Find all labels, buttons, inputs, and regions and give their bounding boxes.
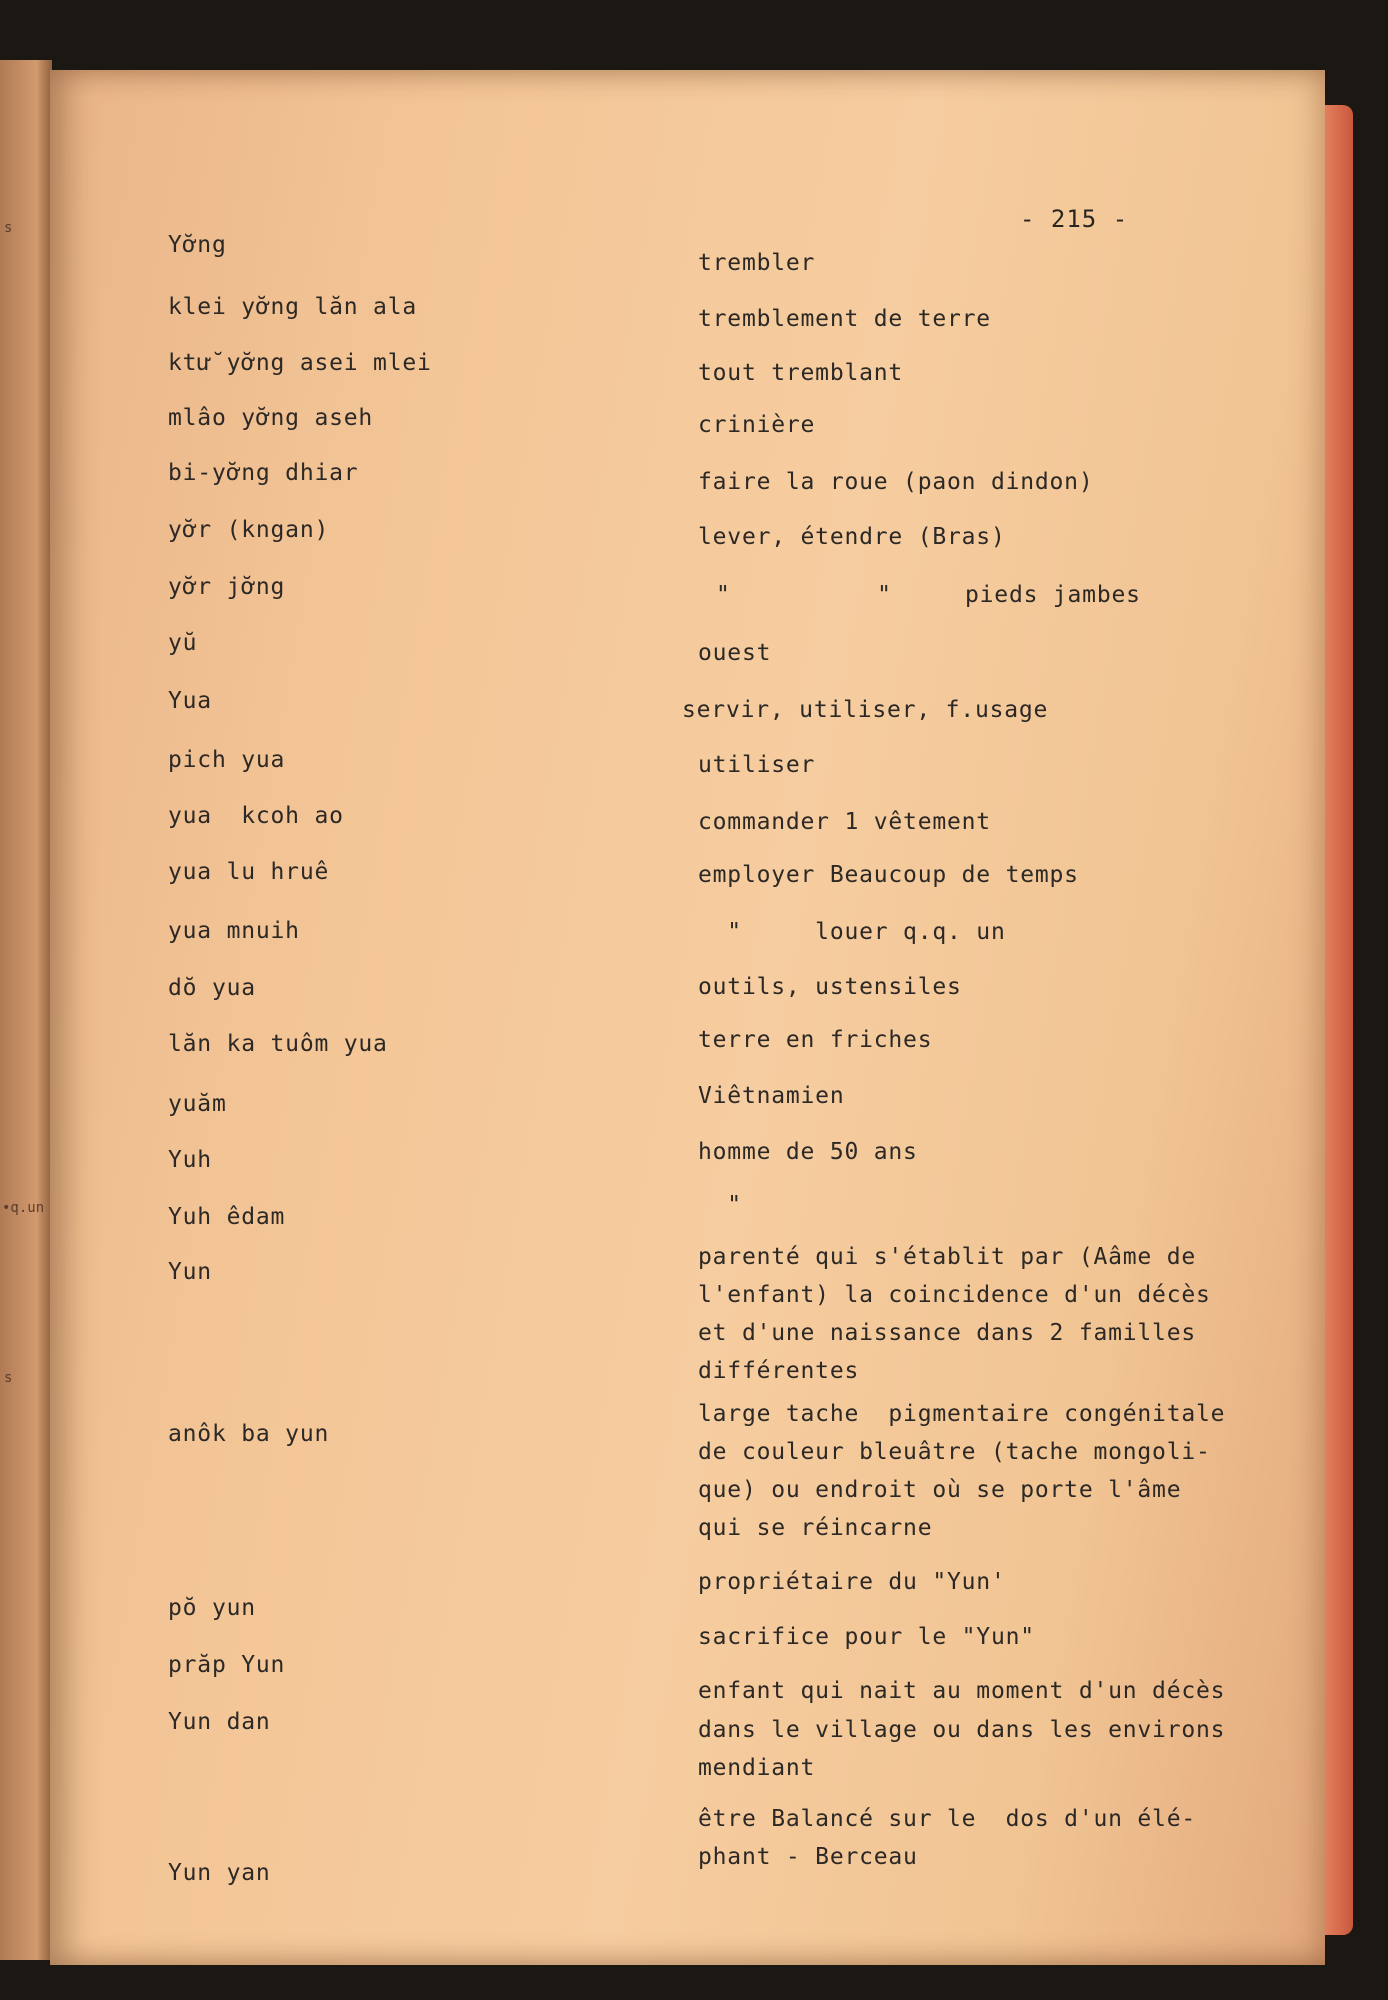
- entry-term: lăn ka tuôm yua: [168, 1031, 388, 1057]
- margin-fragment: s: [4, 220, 13, 236]
- entry-term: Yua: [168, 688, 212, 714]
- entry-gloss: ouest: [698, 640, 772, 666]
- entry-term: Yun dan: [168, 1709, 271, 1735]
- entry-gloss: trembler: [698, 250, 816, 276]
- page-number: - 215 -: [1020, 205, 1129, 233]
- entry-term: mlâo yơ̆ng aseh: [168, 405, 374, 431]
- margin-fragment: s: [4, 1370, 13, 1386]
- entry-term: yua kcoh ao: [168, 803, 344, 829]
- entry-term: Yuh êdam: [168, 1204, 286, 1230]
- entry-gloss: être Balancé sur le dos d'un élé-: [698, 1806, 1197, 1832]
- entry-gloss: large tache pigmentaire congénitale de couleur bleuâtre (tache mongoli- que) ou endroit où se porte l'âme qui se réincarne: [698, 1401, 1226, 1541]
- entry-gloss: propriétaire du "Yun': [698, 1569, 1006, 1595]
- entry-gloss: Viêtnamien: [698, 1083, 845, 1109]
- entry-term: Yơ̆ng: [168, 232, 227, 258]
- entry-term: dŏ yua: [168, 975, 256, 1001]
- entry-term: klei yơ̆ng lăn ala: [168, 294, 418, 320]
- entry-gloss: servir, utiliser, f.usage: [682, 697, 1049, 723]
- entry-term: bi-yơ̆ng dhiar: [168, 460, 359, 486]
- entry-term: ktư̆ yơ̆ng asei mlei: [168, 350, 432, 376]
- entry-gloss: tremblement de terre: [698, 306, 991, 332]
- entry-gloss: tout tremblant: [698, 360, 904, 386]
- entry-gloss: enfant qui nait au moment d'un décès: [698, 1678, 1226, 1704]
- entry-term: prăp Yun: [168, 1652, 286, 1678]
- entry-term: Yun yan: [168, 1860, 271, 1886]
- entry-term: yua lu hruê: [168, 859, 330, 885]
- entry-term: pich yua: [168, 747, 286, 773]
- entry-gloss: dans le village ou dans les environs mendiant: [698, 1717, 1226, 1781]
- entry-term: Yun: [168, 1259, 212, 1285]
- entry-gloss: terre en friches: [698, 1027, 933, 1053]
- entry-gloss: homme de 50 ans: [698, 1139, 918, 1165]
- entry-gloss: outils, ustensiles: [698, 974, 962, 1000]
- entry-gloss: phant - Berceau: [698, 1844, 918, 1870]
- entry-gloss: crinière: [698, 412, 816, 438]
- entry-gloss: employer Beaucoup de temps: [698, 862, 1079, 888]
- entry-term: yơ̆r jơ̆ng: [168, 574, 286, 600]
- entry-gloss: lever, étendre (Bras): [698, 524, 1006, 550]
- entry-term: yuăm: [168, 1091, 227, 1117]
- previous-page-edge: [0, 60, 52, 1960]
- entry-gloss: " " pieds jambes: [716, 582, 1141, 608]
- entry-gloss: ": [698, 1192, 742, 1218]
- margin-fragment: •q.un: [2, 1200, 45, 1216]
- entry-term: yơ̆r (kngan): [168, 517, 330, 543]
- entry-term: yŭ: [168, 630, 198, 656]
- entry-gloss: sacrifice pour le "Yun": [698, 1624, 1035, 1650]
- entry-gloss: faire la roue (paon dindon): [698, 469, 1094, 495]
- entry-term: yua mnuih: [168, 918, 300, 944]
- entry-gloss: " louer q.q. un: [698, 919, 1006, 945]
- entry-gloss: utiliser: [698, 752, 816, 778]
- entry-term: Yuh: [168, 1147, 212, 1173]
- entry-term: pŏ yun: [168, 1595, 256, 1621]
- entry-gloss: commander 1 vêtement: [698, 809, 991, 835]
- entry-gloss: parenté qui s'établit par (Aâme de l'enfant) la coincidence d'un décès et d'une naissance dans 2 familles différentes: [698, 1244, 1211, 1384]
- entry-term: anôk ba yun: [168, 1421, 330, 1447]
